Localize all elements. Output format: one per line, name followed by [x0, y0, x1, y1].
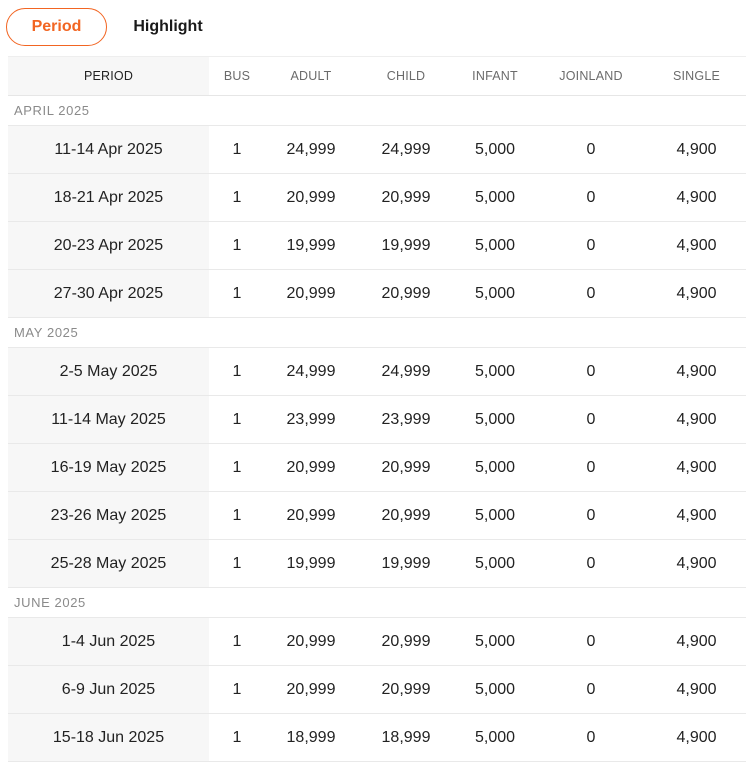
- tab-highlight[interactable]: Highlight: [133, 18, 203, 35]
- adult-price-cell: 20,999: [265, 666, 357, 714]
- bus-cell: 1: [209, 444, 265, 492]
- joinland-price-cell: 0: [535, 222, 647, 270]
- tab-period[interactable]: Period: [6, 8, 107, 46]
- single-price-cell: 4,900: [647, 222, 746, 270]
- bus-cell: 1: [209, 492, 265, 540]
- single-price-cell: 4,900: [647, 126, 746, 174]
- column-header-period: PERIOD: [8, 57, 209, 96]
- bus-cell: 1: [209, 396, 265, 444]
- table-row: [8, 174, 746, 222]
- infant-price-cell: 5,000: [455, 618, 535, 666]
- period-cell: 6-9 Jun 2025: [8, 666, 209, 714]
- period-cell: 15-18 Jun 2025: [8, 714, 209, 762]
- period-cell: 11-14 May 2025: [8, 396, 209, 444]
- table-row: [8, 618, 746, 666]
- table-row: [8, 666, 746, 714]
- infant-price-cell: 5,000: [455, 444, 535, 492]
- adult-price-cell: 20,999: [265, 492, 357, 540]
- table-row: [8, 396, 746, 444]
- period-cell: 20-23 Apr 2025: [8, 222, 209, 270]
- bus-cell: 1: [209, 540, 265, 588]
- infant-price-cell: 5,000: [455, 126, 535, 174]
- infant-price-cell: 5,000: [455, 174, 535, 222]
- table-row: [8, 270, 746, 318]
- period-cell: 23-26 May 2025: [8, 492, 209, 540]
- adult-price-cell: 20,999: [265, 618, 357, 666]
- joinland-price-cell: 0: [535, 492, 647, 540]
- adult-price-cell: 24,999: [265, 126, 357, 174]
- child-price-cell: 20,999: [357, 492, 455, 540]
- adult-price-cell: 20,999: [265, 444, 357, 492]
- infant-price-cell: 5,000: [455, 348, 535, 396]
- child-price-cell: 20,999: [357, 444, 455, 492]
- table-row: [8, 540, 746, 588]
- bus-cell: 1: [209, 618, 265, 666]
- child-price-cell: 20,999: [357, 174, 455, 222]
- single-price-cell: 4,900: [647, 540, 746, 588]
- joinland-price-cell: 0: [535, 396, 647, 444]
- single-price-cell: 4,900: [647, 618, 746, 666]
- adult-price-cell: 20,999: [265, 174, 357, 222]
- joinland-price-cell: 0: [535, 618, 647, 666]
- infant-price-cell: 5,000: [455, 492, 535, 540]
- infant-price-cell: 5,000: [455, 222, 535, 270]
- period-cell: 2-5 May 2025: [8, 348, 209, 396]
- adult-price-cell: 23,999: [265, 396, 357, 444]
- single-price-cell: 4,900: [647, 270, 746, 318]
- month-label: JUNE 2025: [8, 588, 746, 618]
- column-header-child: CHILD: [357, 57, 455, 96]
- bus-cell: 1: [209, 270, 265, 318]
- month-group-header: [8, 318, 746, 348]
- single-price-cell: 4,900: [647, 492, 746, 540]
- table-row: [8, 492, 746, 540]
- single-price-cell: 4,900: [647, 396, 746, 444]
- adult-price-cell: 20,999: [265, 270, 357, 318]
- column-header-infant: INFANT: [455, 57, 535, 96]
- child-price-cell: 19,999: [357, 222, 455, 270]
- bus-cell: 1: [209, 348, 265, 396]
- month-group-header: [8, 588, 746, 618]
- bus-cell: 1: [209, 714, 265, 762]
- single-price-cell: 4,900: [647, 714, 746, 762]
- price-table: [8, 56, 746, 762]
- single-price-cell: 4,900: [647, 174, 746, 222]
- child-price-cell: 23,999: [357, 396, 455, 444]
- column-header-joinland: JOINLAND: [535, 57, 647, 96]
- infant-price-cell: 5,000: [455, 540, 535, 588]
- table-row: [8, 222, 746, 270]
- adult-price-cell: 19,999: [265, 222, 357, 270]
- joinland-price-cell: 0: [535, 714, 647, 762]
- joinland-price-cell: 0: [535, 666, 647, 714]
- child-price-cell: 24,999: [357, 126, 455, 174]
- bus-cell: 1: [209, 174, 265, 222]
- table-row: [8, 444, 746, 492]
- bus-cell: 1: [209, 666, 265, 714]
- table-header-row: [8, 57, 746, 96]
- period-cell: 1-4 Jun 2025: [8, 618, 209, 666]
- table-row: [8, 126, 746, 174]
- infant-price-cell: 5,000: [455, 270, 535, 318]
- single-price-cell: 4,900: [647, 666, 746, 714]
- bus-cell: 1: [209, 126, 265, 174]
- month-group-header: [8, 96, 746, 126]
- single-price-cell: 4,900: [647, 444, 746, 492]
- infant-price-cell: 5,000: [455, 396, 535, 444]
- table-row: [8, 348, 746, 396]
- joinland-price-cell: 0: [535, 348, 647, 396]
- single-price-cell: 4,900: [647, 348, 746, 396]
- period-cell: 18-21 Apr 2025: [8, 174, 209, 222]
- joinland-price-cell: 0: [535, 126, 647, 174]
- month-label: APRIL 2025: [8, 96, 746, 126]
- bus-cell: 1: [209, 222, 265, 270]
- joinland-price-cell: 0: [535, 174, 647, 222]
- joinland-price-cell: 0: [535, 444, 647, 492]
- tab-bar: [0, 0, 746, 56]
- infant-price-cell: 5,000: [455, 666, 535, 714]
- child-price-cell: 18,999: [357, 714, 455, 762]
- column-header-single: SINGLE: [647, 57, 746, 96]
- period-cell: 16-19 May 2025: [8, 444, 209, 492]
- column-header-bus: BUS: [209, 57, 265, 96]
- table-row: [8, 714, 746, 762]
- month-label: MAY 2025: [8, 318, 746, 348]
- joinland-price-cell: 0: [535, 540, 647, 588]
- child-price-cell: 19,999: [357, 540, 455, 588]
- period-cell: 25-28 May 2025: [8, 540, 209, 588]
- period-cell: 27-30 Apr 2025: [8, 270, 209, 318]
- period-cell: 11-14 Apr 2025: [8, 126, 209, 174]
- joinland-price-cell: 0: [535, 270, 647, 318]
- child-price-cell: 20,999: [357, 666, 455, 714]
- adult-price-cell: 19,999: [265, 540, 357, 588]
- adult-price-cell: 18,999: [265, 714, 357, 762]
- adult-price-cell: 24,999: [265, 348, 357, 396]
- child-price-cell: 20,999: [357, 618, 455, 666]
- column-header-adult: ADULT: [265, 57, 357, 96]
- table-body: [8, 96, 746, 762]
- child-price-cell: 20,999: [357, 270, 455, 318]
- child-price-cell: 24,999: [357, 348, 455, 396]
- infant-price-cell: 5,000: [455, 714, 535, 762]
